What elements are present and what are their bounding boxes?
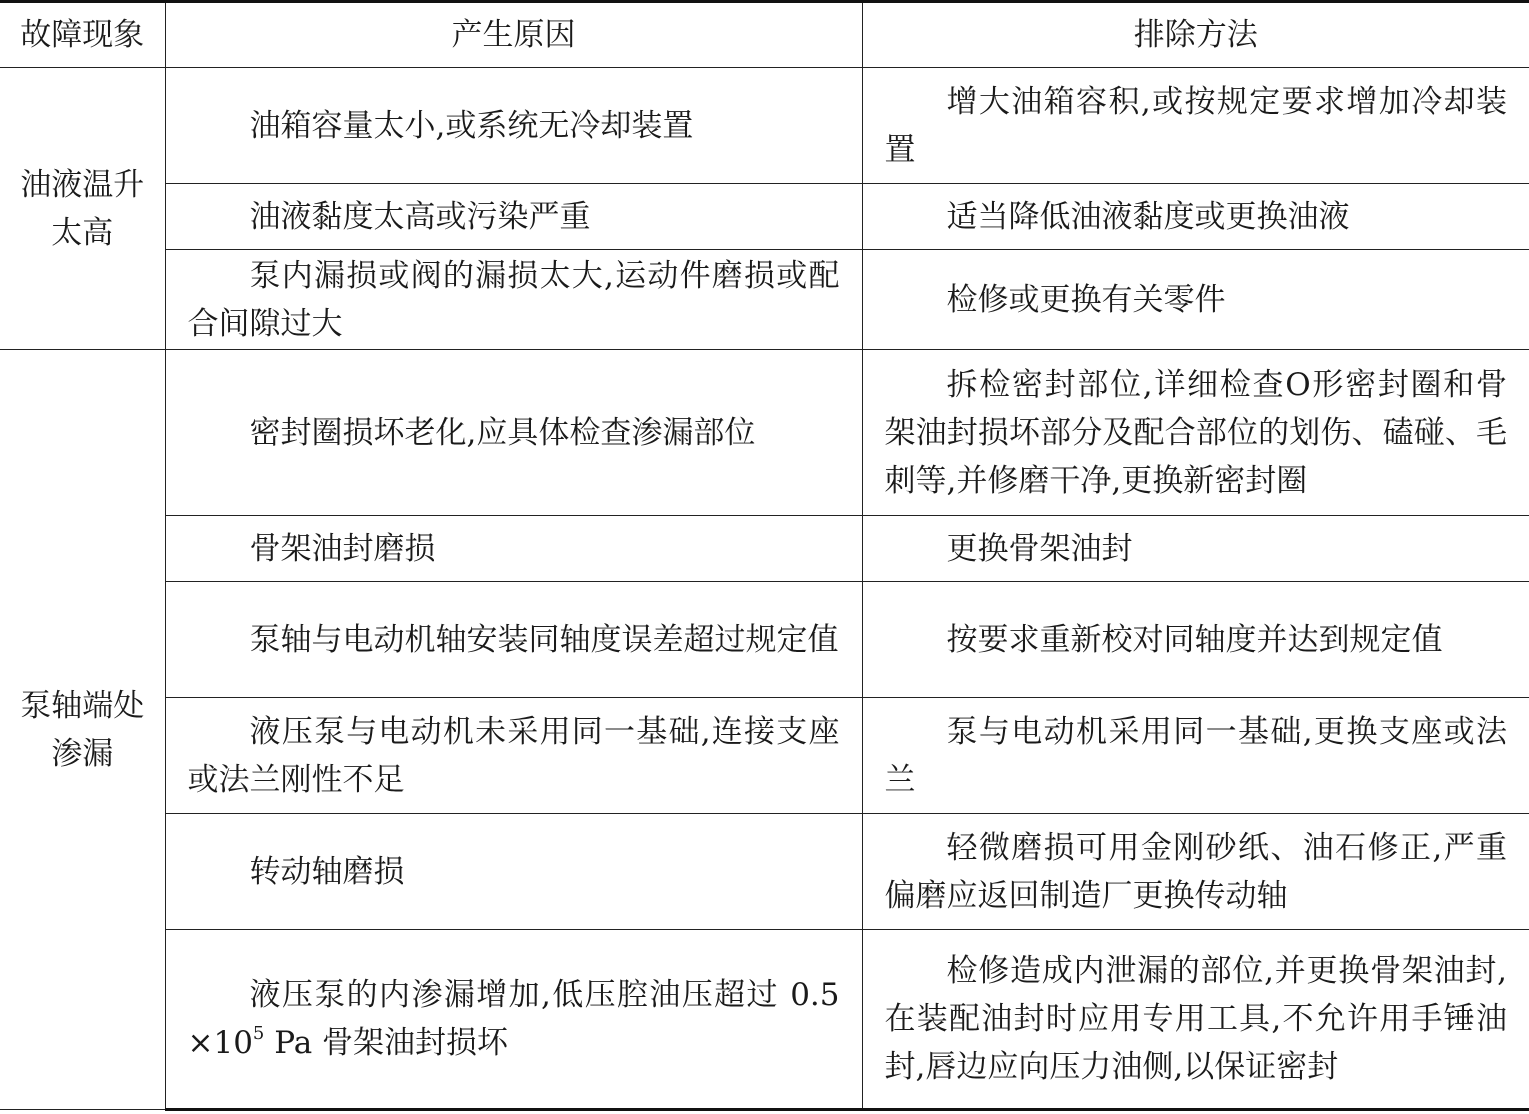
- fault-cell: 泵轴端处渗漏: [0, 350, 165, 1110]
- table-row: [0, 698, 1529, 814]
- remedy-cell: 适当降低油液黏度或更换油液: [862, 184, 1529, 250]
- table-row: [0, 516, 1529, 582]
- table-row: [0, 184, 1529, 250]
- cause-text-prefix: 液压泵的内渗漏增加,低压腔油压超过 0.5 ×10: [187, 977, 840, 1061]
- remedy-cell: 检修或更换有关零件: [862, 250, 1529, 350]
- cause-cell: [165, 930, 862, 1110]
- remedy-cell: 增大油箱容积,或按规定要求增加冷却装置: [862, 68, 1529, 184]
- cause-cell: 转动轴磨损: [165, 814, 862, 930]
- cause-text-suffix: Pa 骨架油封损坏: [264, 1025, 509, 1061]
- table-row: [0, 250, 1529, 350]
- table-row: [0, 930, 1529, 1110]
- remedy-cell: 轻微磨损可用金刚砂纸、油石修正,严重偏磨应返回制造厂更换传动轴: [862, 814, 1529, 930]
- exponent: 5: [252, 1023, 265, 1044]
- remedy-cell: 更换骨架油封: [862, 516, 1529, 582]
- table-row: [0, 68, 1529, 184]
- cause-cell: 泵轴与电动机轴安装同轴度误差超过规定值: [165, 582, 862, 698]
- header-remedy: 排除方法: [862, 2, 1529, 68]
- table-row: [0, 814, 1529, 930]
- cause-cell: 密封圈损坏老化,应具体检查渗漏部位: [165, 350, 862, 516]
- fault-cell: 油液温升太高: [0, 68, 165, 350]
- remedy-cell: 拆检密封部位,详细检查O形密封圈和骨架油封损坏部分及配合部位的划伤、磕碰、毛刺等,并修磨干净,更换新密封圈: [862, 350, 1529, 516]
- header-row: [0, 2, 1529, 68]
- remedy-cell: 泵与电动机采用同一基础,更换支座或法兰: [862, 698, 1529, 814]
- cause-cell: 油箱容量太小,或系统无冷却装置: [165, 68, 862, 184]
- cause-cell: 液压泵与电动机未采用同一基础,连接支座或法兰刚性不足: [165, 698, 862, 814]
- cause-cell: 骨架油封磨损: [165, 516, 862, 582]
- table-row: [0, 350, 1529, 516]
- cause-cell: 泵内漏损或阀的漏损太大,运动件磨损或配合间隙过大: [165, 250, 862, 350]
- remedy-cell: 按要求重新校对同轴度并达到规定值: [862, 582, 1529, 698]
- header-cause: 产生原因: [165, 2, 862, 68]
- remedy-cell: 检修造成内泄漏的部位,并更换骨架油封,在装配油封时应用专用工具,不允许用手锤油封,唇边应向压力油侧,以保证密封: [862, 930, 1529, 1110]
- cause-cell: 油液黏度太高或污染严重: [165, 184, 862, 250]
- table-row: [0, 582, 1529, 698]
- header-fault: 故障现象: [0, 2, 165, 68]
